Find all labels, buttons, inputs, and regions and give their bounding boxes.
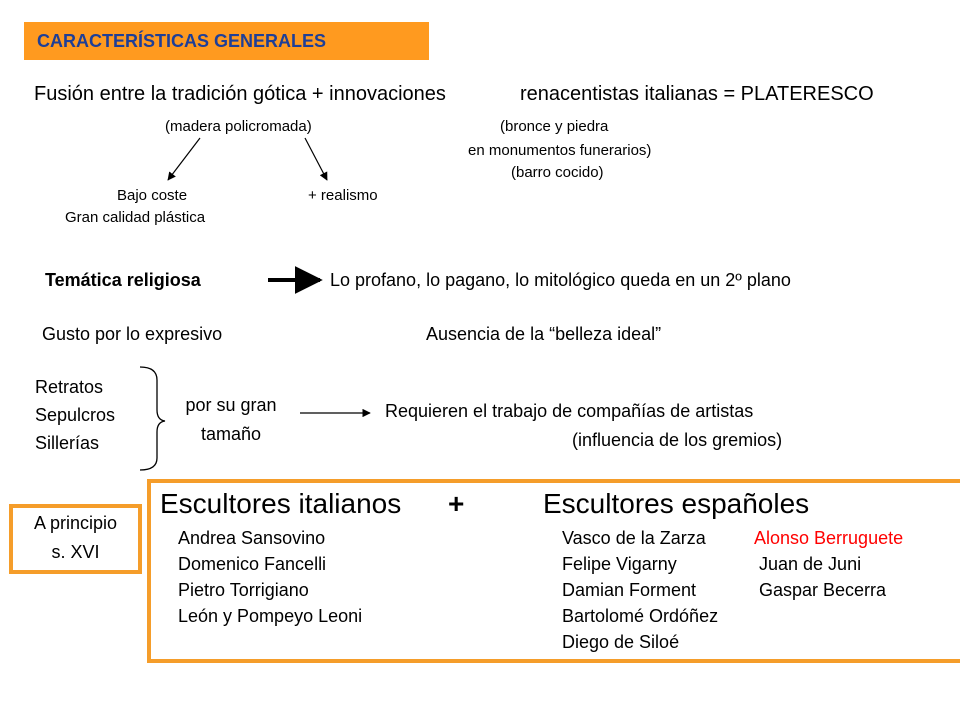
epoca-line1: A principio xyxy=(33,513,118,533)
spanish-sculptor: Felipe Vigarny xyxy=(562,554,677,574)
italian-sculptor: Pietro Torrigiano xyxy=(178,580,309,600)
spanish-sculptor: Bartolomé Ordóñez xyxy=(562,606,719,626)
spanish-sculptor: Damian Forment xyxy=(562,580,697,600)
spanish-sculptor: Juan de Juni xyxy=(759,554,862,574)
espanoles-heading: Escultores españoles xyxy=(543,488,810,519)
por-su-gran-text: por su gran xyxy=(185,395,277,415)
italian-sculptor: Andrea Sansovino xyxy=(178,528,326,548)
italianos-heading: Escultores italianos xyxy=(160,488,402,519)
requieren-text: Requieren el trabajo de compañías de artistas xyxy=(385,401,754,421)
tematica-text: Lo profano, lo pagano, lo mitológico queda en un 2º plano xyxy=(330,270,791,290)
obra-item: Sillerías xyxy=(35,433,100,453)
belleza-text: Ausencia de la “belleza ideal” xyxy=(426,324,662,344)
barro-note: (barro cocido) xyxy=(511,164,604,181)
bajo-coste-text: Bajo coste xyxy=(117,187,188,204)
spanish-sculptor: Gaspar Becerra xyxy=(759,580,887,600)
plus-sign: + xyxy=(448,488,465,519)
gran-calidad-text: Gran calidad plástica xyxy=(65,209,206,226)
spanish-sculptor: Vasco de la Zarza xyxy=(562,528,706,548)
brace-icon xyxy=(140,367,165,470)
madera-note: (madera policromada) xyxy=(165,118,312,135)
influencia-text: (influencia de los gremios) xyxy=(572,430,783,450)
tematica-label: Temática religiosa xyxy=(45,270,201,290)
fusion-line-b: renacentistas italianas = PLATERESCO xyxy=(520,83,874,105)
obra-item: Sepulcros xyxy=(35,405,116,425)
realismo-text: + realismo xyxy=(308,187,378,204)
arrow-to-bajo-coste xyxy=(168,138,200,180)
monumentos-note: en monumentos funerarios) xyxy=(468,142,652,159)
obra-item: Retratos xyxy=(35,377,104,397)
italian-sculptor: Domenico Fancelli xyxy=(178,554,327,574)
bronce-note: (bronce y piedra xyxy=(500,118,609,135)
tamano-text: tamaño xyxy=(200,424,262,444)
fusion-line-a: Fusión entre la tradición gótica + innovaciones xyxy=(34,83,446,105)
epoca-line2: s. XVI xyxy=(51,542,100,562)
spanish-sculptor-highlight: Alonso Berruguete xyxy=(754,528,904,548)
italian-sculptor: León y Pompeyo Leoni xyxy=(178,606,363,626)
spanish-sculptor: Diego de Siloé xyxy=(562,632,680,652)
gusto-text: Gusto por lo expresivo xyxy=(42,324,223,344)
page-title: CARACTERÍSTICAS GENERALES xyxy=(37,31,327,51)
arrow-to-realismo xyxy=(305,138,327,180)
